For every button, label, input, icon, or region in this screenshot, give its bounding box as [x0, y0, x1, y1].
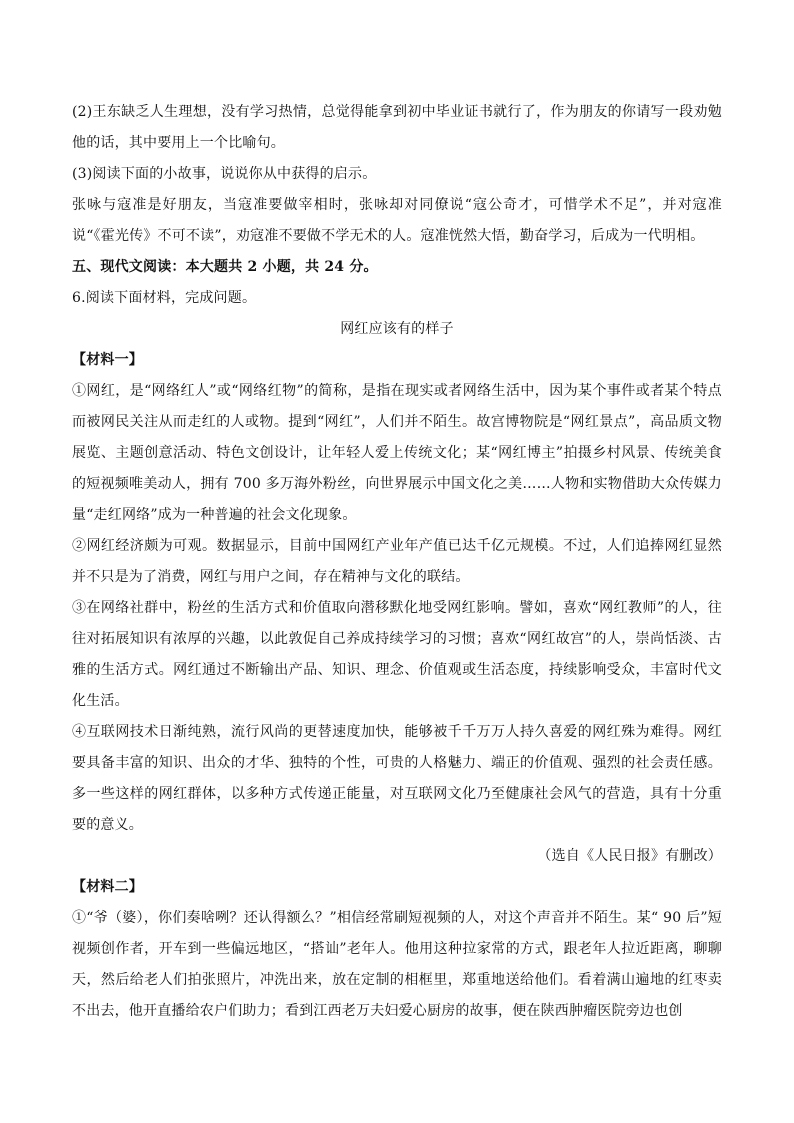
question-2-text: (2)王东缺乏人生理想，没有学习热情，总觉得能拿到初中毕业证书就行了，作为朋友的你请写一段劝勉他的话，其中要用上一个比喻句。 — [72, 104, 722, 151]
material-1-paragraph: ①网红，是“网络红人”或“网络红物”的简称，是指在现实或者网络生活中，因为某个事件或者某个特点而被网民关注从而走红的人或物。提到“网红”，人们并不陌生。故宫博物院是“网红景点”，高品质文物展览、主题创意活动、特色文创设计，让年轻人爱上传统文化；某“网红博主”拍摄乡村风景、传统美食的短视频唯美动人，拥有 700 多万海外粉丝，向世界展示中国文化之美……人物和实物借助大众传媒力量“走红网络”成为一种普遍的社会文化现象。 — [72, 383, 722, 523]
section-heading: 五、现代文阅读：本大题共 2 小题，共 24 分。 — [72, 259, 378, 275]
material-2-paragraph: ①“爷（婆），你们奏啥咧？还认得额么？”相信经常刷短视频的人，对这个声音并不陌生。某“ 90 后”短视频创作者，开车到一些偏远地区，“搭讪”老年人。他用这种拉家常的方式，跟老年人拉近距离，聊聊天，然后给老人们拍张照片，冲洗出来，放在定制的相框里，郑重地送给他们。看着满山遍地的红枣卖不出去，他开直播给农户们助力；看到江西老万夫妇爱心厨房的故事，便在陕西肿瘤医院旁边也创 — [72, 910, 722, 1019]
story-text: 张咏与寇准是好朋友，当寇准要做宰相时，张咏却对同僚说“寇公奇才，可惜学术不足”，并对寇准说“《霍光传》不可不读”，劝寇准不要做不学无术的人。寇准恍然大悟，勤奋学习，后成为一代明相。 — [72, 197, 722, 244]
question-6-prompt: 6.阅读下面材料，完成问题。 — [72, 290, 257, 306]
material-1-paragraph: ②网红经济颇为可观。数据显示，目前中国网红产业年产值已达千亿元规模。不过，人们追捧网红显然并不只是为了消费，网红与用户之间，存在精神与文化的联结。 — [72, 538, 722, 585]
question-3-text: (3)阅读下面的小故事，说说你从中获得的启示。 — [72, 166, 377, 182]
document-body — [72, 97, 722, 1027]
material-2-heading: 【材料二】 — [72, 879, 143, 895]
material-1-heading: 【材料一】 — [72, 352, 143, 368]
source-citation: （选自《人民日报》有删改） — [537, 848, 722, 864]
material-1-paragraph: ③在网络社群中，粉丝的生活方式和价值取向潜移默化地受网红影响。譬如，喜欢“网红教师”的人，往往对拓展知识有浓厚的兴趣，以此敦促自己养成持续学习的习惯；喜欢“网红故宫”的人，崇尚恬淡、古雅的生活方式。网红通过不断输出产品、知识、理念、价值观或生活态度，持续影响受众，丰富时代文化生活。 — [72, 600, 722, 709]
article-title: 网红应该有的样子 — [340, 321, 454, 337]
material-1-paragraph: ④互联网技术日渐纯熟，流行风尚的更替速度加快，能够被千千万万人持久喜爱的网红殊为难得。网红要具备丰富的知识、出众的才华、独特的个性，可贵的人格魅力、端正的价值观、强烈的社会责任感。多一些这样的网红群体，以多种方式传递正能量，对互联网文化乃至健康社会风气的营造，具有十分重要的意义。 — [72, 724, 722, 833]
